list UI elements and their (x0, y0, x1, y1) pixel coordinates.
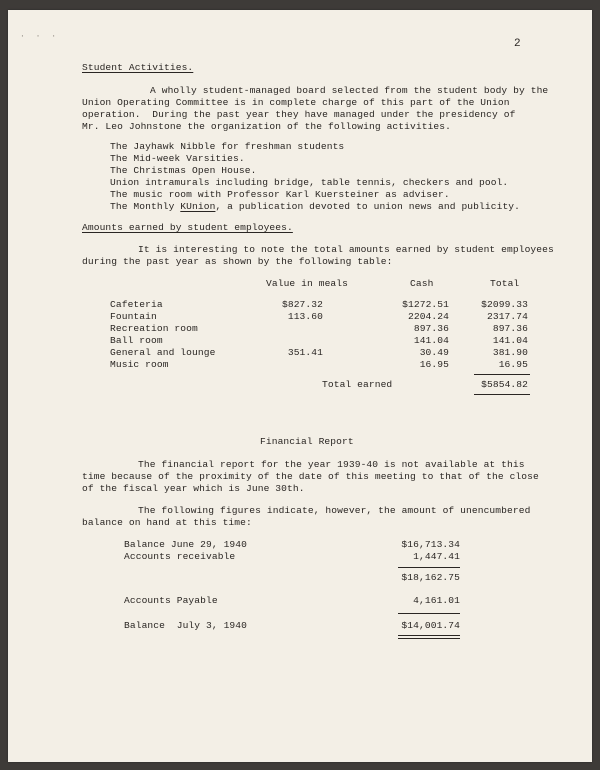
activities-para-line: Mr. Leo Johnstone the organization of the following activities. (82, 121, 452, 132)
activity-suffix: , a publication devoted to union news and publicity. (215, 201, 521, 212)
col-header-cash: Cash (410, 278, 434, 289)
row-meals: 351.41 (287, 347, 323, 358)
row-meals: $827.32 (281, 299, 323, 310)
row-label: Recreation room (110, 323, 198, 334)
balance-label: Balance June 29, 1940 (124, 539, 248, 550)
balance-value: $16,713.34 (401, 539, 460, 550)
row-total: 2317.74 (486, 311, 528, 322)
activity-item: Union intramurals including bridge, table tennis, checkers and pool. (110, 177, 509, 188)
total-earned-value: $5854.82 (481, 379, 528, 390)
row-cash: 897.36 (413, 323, 449, 334)
final-double-rule-top (398, 635, 460, 636)
row-total: 141.04 (492, 335, 528, 346)
subtotal-rule (398, 567, 460, 568)
section-heading-student-employees: Amounts earned by student employees. (82, 222, 293, 233)
row-cash: 2204.24 (407, 311, 449, 322)
activity-item: The Jayhawk Nibble for freshman students (110, 141, 345, 152)
payable-label: Accounts Payable (124, 595, 218, 606)
activities-para-line: operation. During the past year they have managed under the presidency of (82, 109, 516, 120)
final-balance-label: Balance July 3, 1940 (124, 620, 248, 631)
activity-item: The music room with Professor Karl Kuersteiner as adviser. (110, 189, 450, 200)
row-total: 381.90 (492, 347, 528, 358)
balance-label: Accounts receivable (124, 551, 236, 562)
col-header-total: Total (490, 278, 520, 289)
kunion-title: KUnion (180, 201, 216, 212)
financial-report-heading: Financial Report (260, 436, 354, 447)
subtotal-value: $18,162.75 (401, 572, 460, 583)
margin-marks: · · · (20, 32, 60, 41)
financial-para1-line: of the fiscal year which is June 30th. (82, 483, 305, 494)
financial-para1-line: The financial report for the year 1939-40 is not available at this (138, 459, 525, 470)
total-earned-label: Total earned (322, 379, 393, 390)
activity-item: The Christmas Open House. (110, 165, 257, 176)
row-label: Ball room (110, 335, 163, 346)
final-double-rule-bottom (398, 638, 460, 639)
document-page (8, 10, 592, 762)
financial-para2-line: balance on hand at this time: (82, 517, 252, 528)
final-balance-value: $14,001.74 (401, 620, 460, 631)
row-meals: 113.60 (287, 311, 323, 322)
row-cash: 16.95 (419, 359, 449, 370)
row-label: General and lounge (110, 347, 216, 358)
row-cash: 30.49 (419, 347, 449, 358)
section-heading-student-activities: Student Activities. (82, 62, 194, 73)
financial-para1-line: time because of the proximity of the date of this meeting to that of the close (82, 471, 539, 482)
payable-rule (398, 613, 460, 614)
activities-para-line: A wholly student-managed board selected from the student body by the (150, 85, 549, 96)
balance-value: 1,447.41 (413, 551, 460, 562)
total-double-rule (474, 394, 530, 395)
row-total: 897.36 (492, 323, 528, 334)
row-cash: 141.04 (413, 335, 449, 346)
row-total: $2099.33 (481, 299, 528, 310)
row-label: Fountain (110, 311, 157, 322)
total-rule (474, 374, 530, 375)
activity-item-kunion (110, 201, 520, 213)
activity-prefix: The Monthly (110, 201, 181, 212)
row-cash: $1272.51 (402, 299, 449, 310)
financial-para2-line: The following figures indicate, however, the amount of unencumbered (138, 505, 531, 516)
col-header-meals: Value in meals (266, 278, 349, 289)
activities-para-line: Union Operating Committee is in complete charge of this part of the Union (82, 97, 510, 108)
page-number: 2 (514, 38, 521, 50)
employees-para-line: during the past year as shown by the following table: (82, 256, 393, 267)
row-label: Cafeteria (110, 299, 163, 310)
row-label: Music room (110, 359, 169, 370)
row-total: 16.95 (498, 359, 528, 370)
activity-item: The Mid-week Varsities. (110, 153, 245, 164)
payable-value: 4,161.01 (413, 595, 460, 606)
employees-para-line: It is interesting to note the total amounts earned by student employees (138, 244, 554, 255)
